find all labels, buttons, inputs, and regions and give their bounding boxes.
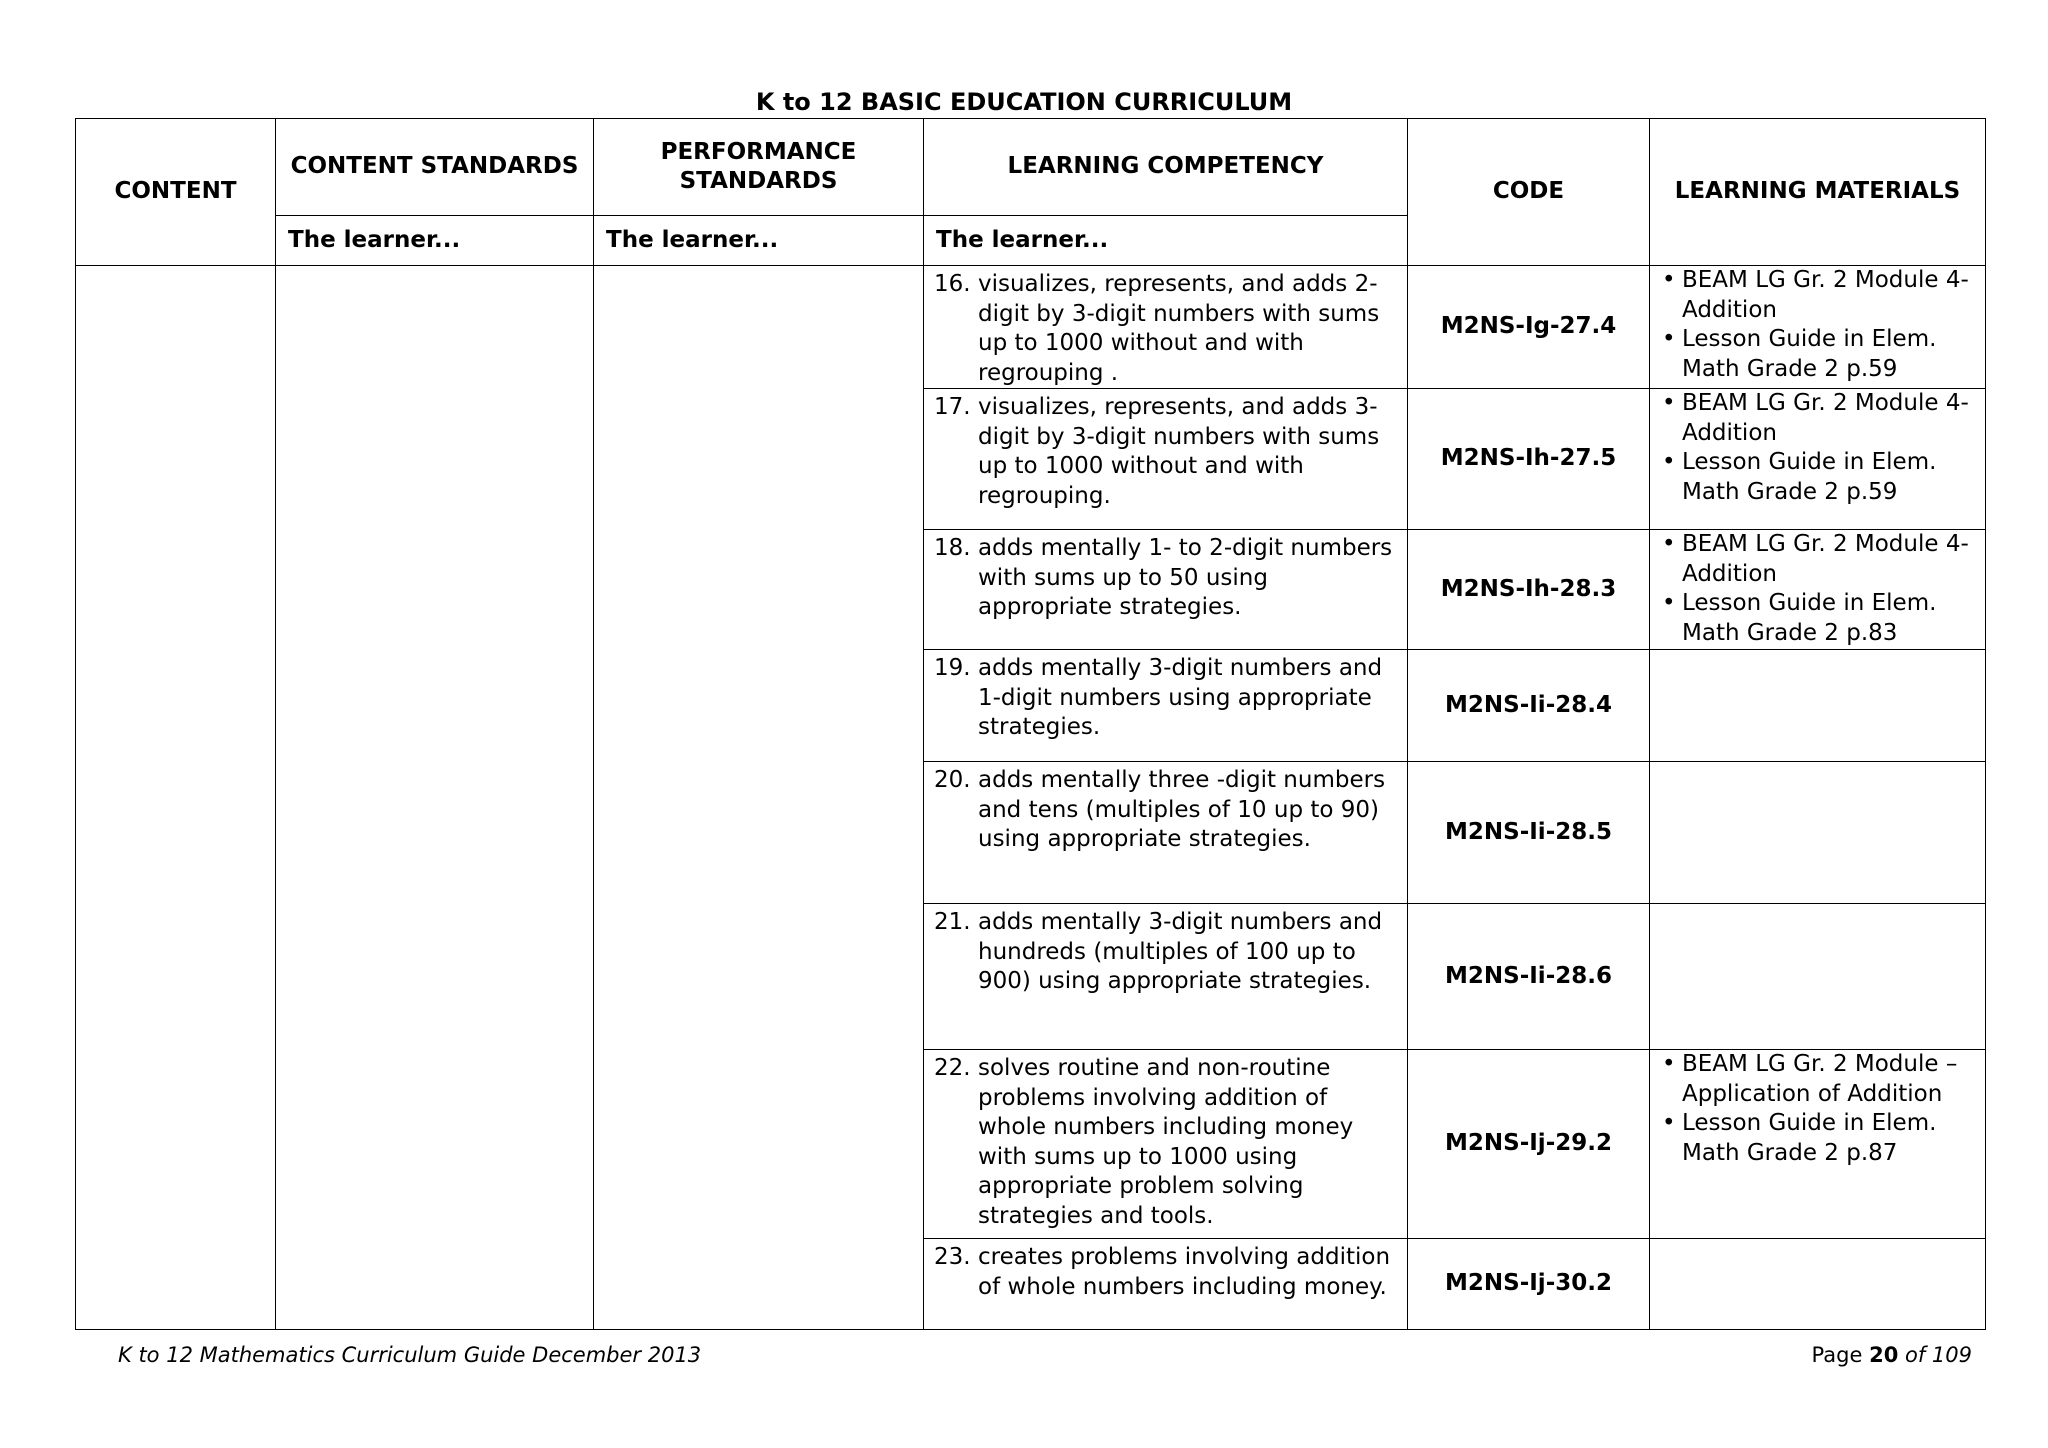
material-item: • Lesson Guide in Elem. Math Grade 2 p.59 — [1656, 448, 1977, 507]
materials-cell — [1650, 1050, 1986, 1239]
competency-cell — [924, 530, 1408, 650]
content-standards-cell — [276, 266, 594, 1330]
code-cell: M2NS-Ig-27.4 — [1408, 266, 1650, 389]
header-learning-competency: LEARNING COMPETENCY — [924, 119, 1408, 216]
header-code: CODE — [1408, 119, 1650, 266]
material-item: • BEAM LG Gr. 2 Module 4- Addition — [1656, 266, 1977, 325]
materials-cell — [1650, 904, 1986, 1050]
material-item: • Lesson Guide in Elem. Math Grade 2 p.83 — [1656, 589, 1977, 648]
footer-guide-title: K to 12 Mathematics Curriculum Guide December 2013 — [118, 1343, 702, 1367]
materials-cell — [1650, 762, 1986, 904]
code-cell: M2NS-Ii-28.5 — [1408, 762, 1650, 904]
competency-text: adds mentally 3-digit numbers and hundreds (multiples of 100 up to 900) using appropriate strategies. — [978, 909, 1383, 994]
competency-number: 22. — [934, 1055, 971, 1081]
learner-label: The learner... — [924, 216, 1408, 266]
header-content: CONTENT — [76, 119, 276, 266]
material-item: • BEAM LG Gr. 2 Module 4- Addition — [1656, 389, 1977, 448]
competency-number: 20. — [934, 767, 971, 793]
competency-cell — [924, 266, 1408, 389]
materials-cell — [1650, 650, 1986, 762]
code-cell: M2NS-Ih-28.3 — [1408, 530, 1650, 650]
page-title: K to 12 BASIC EDUCATION CURRICULUM — [755, 88, 1293, 116]
competency-text: visualizes, represents, and adds 2-digit by 3-digit numbers with sums up to 1000 without and with regrouping . — [978, 271, 1380, 386]
learner-label: The learner... — [276, 216, 594, 266]
header-content-standards: CONTENT STANDARDS — [276, 119, 594, 216]
material-item: • BEAM LG Gr. 2 Module – Application of Addition — [1656, 1050, 1977, 1109]
materials-cell — [1650, 530, 1986, 650]
materials-list — [1656, 1050, 1977, 1168]
table-row — [76, 266, 1986, 389]
competency-number: 19. — [934, 655, 971, 681]
competency-text: adds mentally three -digit numbers and tens (multiples of 10 up to 90) using appropriate strategies. — [978, 767, 1386, 852]
materials-list — [1656, 389, 1977, 507]
materials-cell — [1650, 1239, 1986, 1330]
competency-cell — [924, 389, 1408, 530]
competency-cell — [924, 650, 1408, 762]
competency-text: solves routine and non-routine problems involving addition of whole numbers including money with sums up to 1000 using appropriate problem solving strategies and tools. — [978, 1055, 1354, 1229]
competency-number: 16. — [934, 271, 971, 297]
curriculum-table — [75, 118, 1986, 1330]
competency-cell — [924, 762, 1408, 904]
code-cell: M2NS-Ij-30.2 — [1408, 1239, 1650, 1330]
page-label: Page — [1811, 1343, 1863, 1367]
competency-number: 21. — [934, 909, 971, 935]
code-cell: M2NS-Ij-29.2 — [1408, 1050, 1650, 1239]
material-item: • Lesson Guide in Elem. Math Grade 2 p.59 — [1656, 325, 1977, 384]
materials-cell — [1650, 389, 1986, 530]
content-cell — [76, 266, 276, 1330]
competency-text: visualizes, represents, and adds 3-digit by 3-digit numbers with sums up to 1000 without and with regrouping. — [978, 394, 1380, 509]
header-learning-materials: LEARNING MATERIALS — [1650, 119, 1986, 266]
footer-page-number — [1812, 1342, 1972, 1368]
materials-list — [1656, 266, 1977, 384]
performance-standards-cell — [594, 266, 924, 1330]
learner-label: The learner... — [594, 216, 924, 266]
competency-number: 18. — [934, 535, 971, 561]
materials-cell — [1650, 266, 1986, 389]
page-number: 20 — [1869, 1343, 1899, 1367]
competency-text: creates problems involving addition of whole numbers including money. — [978, 1244, 1391, 1300]
code-cell: M2NS-Ih-27.5 — [1408, 389, 1650, 530]
competency-cell — [924, 1050, 1408, 1239]
competency-cell — [924, 904, 1408, 1050]
competency-cell — [924, 1239, 1408, 1330]
competency-text: adds mentally 1- to 2-digit numbers with sums up to 50 using appropriate strategies. — [978, 535, 1393, 620]
code-cell: M2NS-Ii-28.6 — [1408, 904, 1650, 1050]
materials-list — [1656, 530, 1977, 648]
code-cell: M2NS-Ii-28.4 — [1408, 650, 1650, 762]
competency-number: 23. — [934, 1244, 971, 1270]
material-item: • BEAM LG Gr. 2 Module 4- Addition — [1656, 530, 1977, 589]
page-total: of 109 — [1905, 1343, 1972, 1367]
header-performance-standards: PERFORMANCE STANDARDS — [594, 119, 924, 216]
competency-number: 17. — [934, 394, 971, 420]
material-item: • Lesson Guide in Elem. Math Grade 2 p.87 — [1656, 1109, 1977, 1168]
competency-text: adds mentally 3-digit numbers and 1-digit numbers using appropriate strategies. — [978, 655, 1383, 740]
